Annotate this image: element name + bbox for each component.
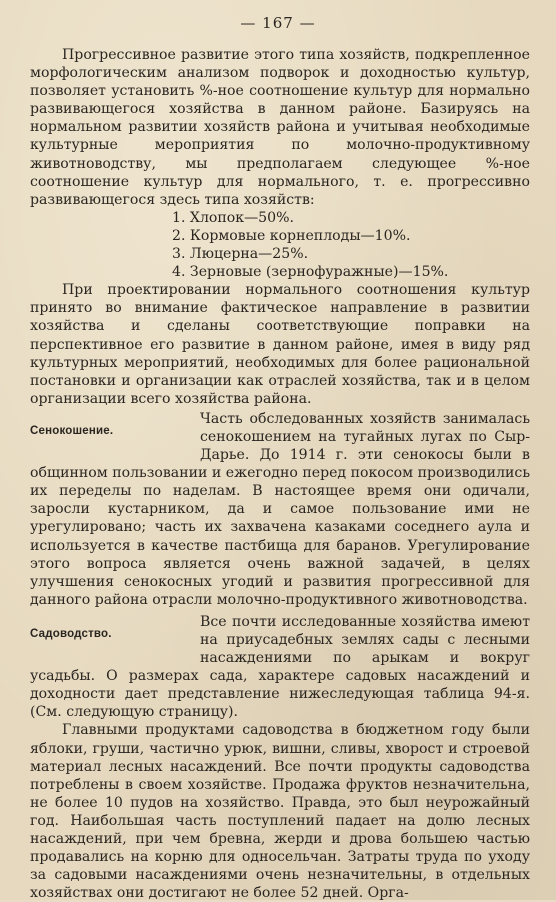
list-item: 4. Зерновые (зернофуражные)—15%.	[172, 264, 449, 281]
gardening-heading: Садоводство.	[30, 627, 112, 640]
list-item: 3. Люцерна—25%.	[172, 246, 309, 263]
gardening-paragraph: Все почти исследованные хозяйства имеют на приусадебных землях сады с лесными насаждениями по арыкам и вокруг усадьбы. О размерах сада, характере садовых насаждений и доходности дает представление нижеследующая таблица 94-я. (См. следующую страницу).	[30, 613, 530, 721]
planning-paragraph: При проектировании нормального соотношения культур принято во внимание фактическое направление в развитии хозяйства и сделаны соответствующие поправки на перспективное его развитие в данном районе, имея в виду ряд культурных мероприятий, необходимых для более рациональной постановки и организации как отраслей хозяйства, так и в целом организации всего хозяйства района.	[30, 282, 530, 407]
intro-paragraph: Прогрессивное развитие этого типа хозяйств, подкрепленное морфологическим анализом подворок и доходностью культур, позволяет установить %-ное соотношение культур для нормально развивающегося хозяйства в данном районе. Базируясь на нормальном развитии хозяйств района и учитывая необходимые культурные мероприятия по молочно-продуктивному животноводству, мы предполагаем следующее %-ное соотношение культур для нормального, т. е. прогрессивно развивающегося здесь типа хозяйств:	[30, 47, 530, 208]
haymaking-paragraph: Часть обследованных хозяйств занималась сенокошением на тугайных лугах по Сыр-Дарье. До 1914 г. эти сенокосы были в общинном пользовании и ежегодно перед покосом производились их переделы по наделам. В настоящее время они одичали, заросли кустарником, да и самое пользование ими не урегулировано; часть их захвачена казаками соседнего аула и используется в качестве пастбища для баранов. Урегулирование этого вопроса является очень важной задачей, в целях улучшения сенокосных угодий и развития прогрессивной для данного района отрасли молочно-продуктивного животноводства.	[30, 410, 530, 608]
haymaking-section	[30, 410, 530, 609]
list-item: 1. Хлопок—50%.	[172, 209, 294, 226]
text-column	[30, 46, 530, 902]
gardening-continuation-paragraph: Главными продуктами садоводства в бюджетном году были яблоки, груши, частично урюк, вишни, сливы, хворост и строевой материал лесных насаждений. Все почти продукты садоводства потреблены в своем хозяйстве. Продажа фруктов незначительна, не более 10 пудов на хозяйство. Правда, это был неурожайный год. Наибольшая часть поступлений падает на долю лесных насаждений, при чем бревна, жерди и дрова большею частью продавались на корню для односельчан. Затраты труда по уходу за садовыми насаждениями очень незначительны, в отдельных хозяйствах они достигают не более 52 дней. Орга-	[30, 722, 530, 902]
crop-ratio-list	[30, 209, 530, 281]
gardening-section	[30, 613, 530, 722]
list-item: 2. Кормовые корнеплоды—10%.	[172, 227, 411, 244]
page-number: — 167 —	[240, 14, 316, 32]
haymaking-heading: Сенокошение.	[30, 424, 114, 437]
